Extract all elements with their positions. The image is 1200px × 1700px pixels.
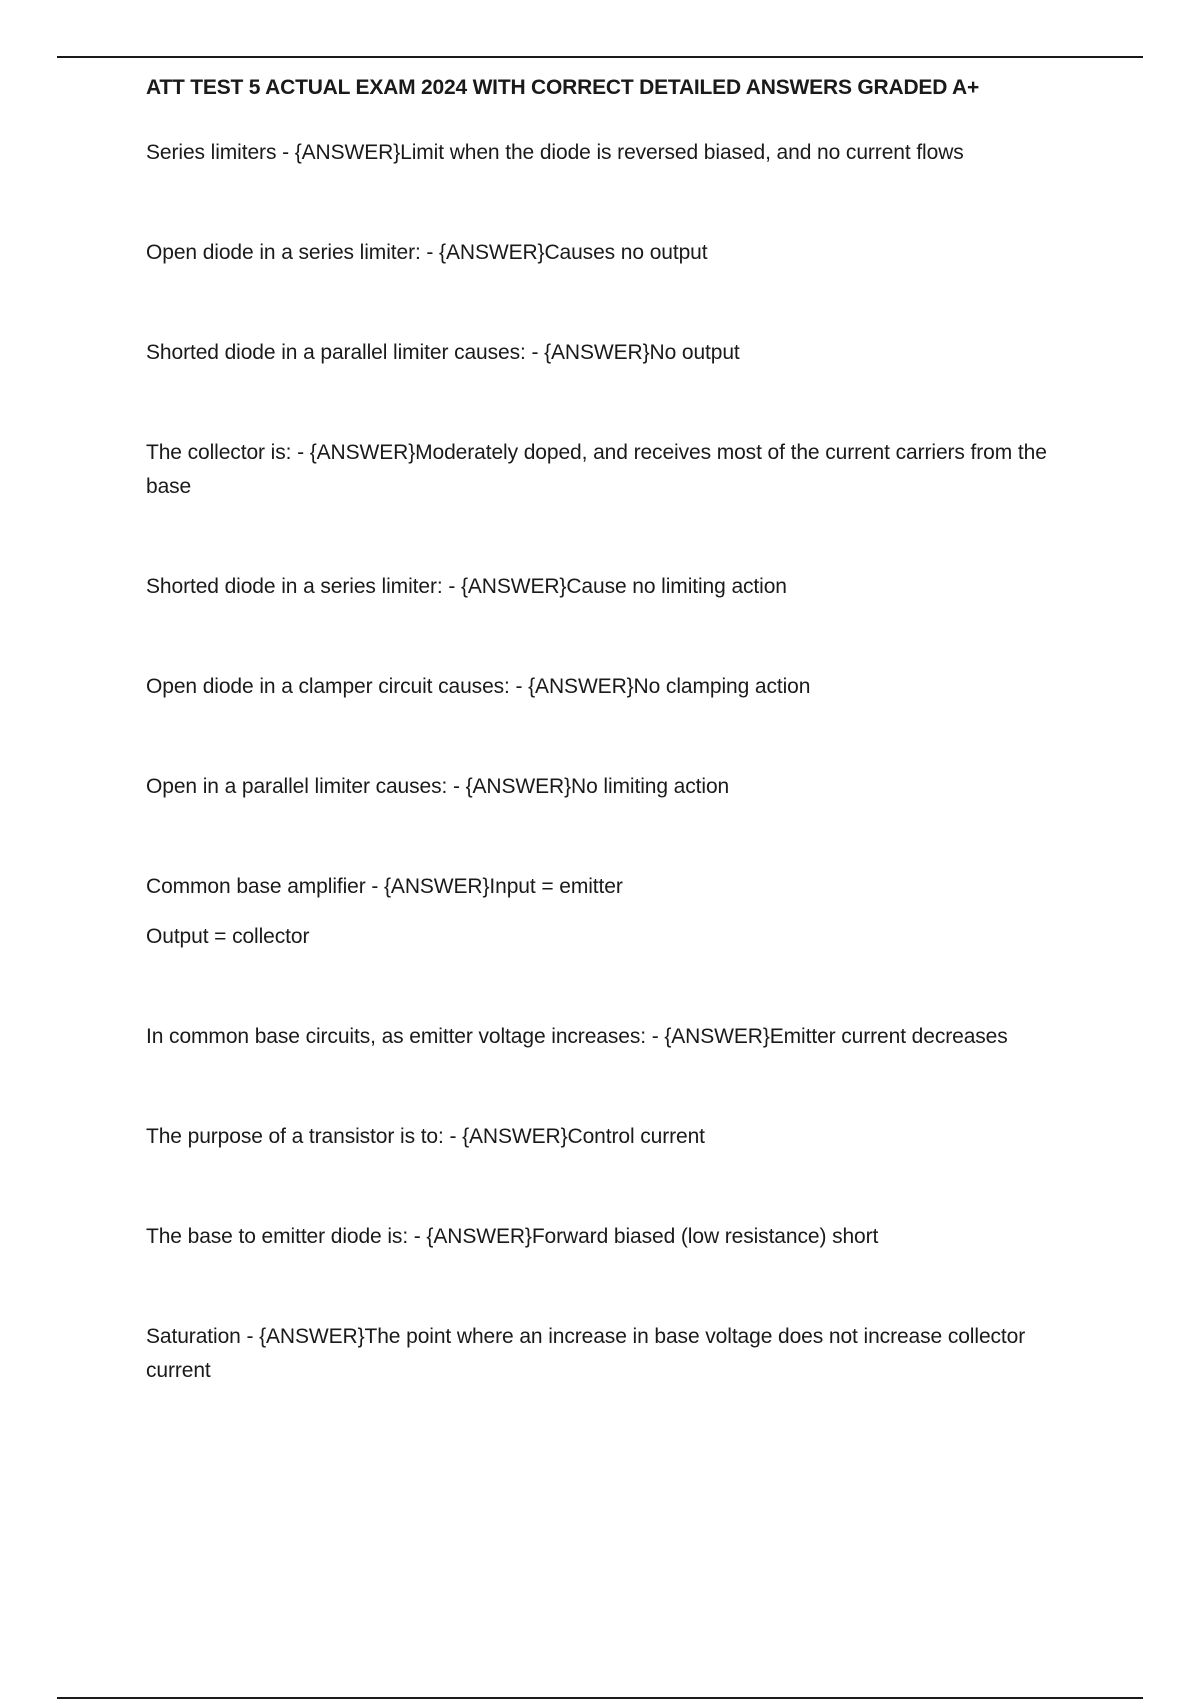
qa-item	[146, 770, 1086, 804]
bottom-divider	[57, 1697, 1143, 1699]
qa-item	[146, 570, 1086, 604]
qa-item	[146, 136, 1086, 170]
qa-item	[146, 436, 1086, 504]
qa-item	[146, 236, 1086, 270]
top-divider	[57, 56, 1143, 58]
qa-text: Common base amplifier - {ANSWER}Input = emitter	[146, 875, 623, 898]
qa-item	[146, 1020, 1086, 1054]
qa-text: Open in a parallel limiter causes: - {ANSWER}No limiting action	[146, 775, 730, 798]
qa-text: The base to emitter diode is: - {ANSWER}Forward biased (low resistance) short	[146, 1225, 879, 1248]
qa-extra-line: Output = collector	[146, 925, 310, 948]
document-title: ATT TEST 5 ACTUAL EXAM 2024 WITH CORRECT DETAILED ANSWERS GRADED A+	[146, 76, 980, 99]
qa-text: Series limiters - {ANSWER}Limit when the diode is reversed biased, and no current flows	[146, 141, 964, 164]
qa-text: In common base circuits, as emitter voltage increases: - {ANSWER}Emitter current decreases	[146, 1025, 1008, 1048]
qa-text: Open diode in a clamper circuit causes: - {ANSWER}No clamping action	[146, 675, 811, 698]
qa-text: The collector is: - {ANSWER}Moderately doped, and receives most of the current carriers from the base	[146, 441, 1047, 498]
qa-text: Shorted diode in a parallel limiter causes: - {ANSWER}No output	[146, 341, 740, 364]
qa-text: Saturation - {ANSWER}The point where an increase in base voltage does not increase collector current	[146, 1325, 1026, 1382]
qa-item	[146, 670, 1086, 704]
qa-item	[146, 336, 1086, 370]
qa-item	[146, 870, 1086, 954]
qa-text: The purpose of a transistor is to: - {ANSWER}Control current	[146, 1125, 705, 1148]
qa-text: Open diode in a series limiter: - {ANSWER}Causes no output	[146, 241, 708, 264]
qa-item	[146, 1120, 1086, 1154]
qa-item	[146, 1320, 1086, 1388]
document-body	[146, 74, 1086, 1454]
qa-item	[146, 1220, 1086, 1254]
qa-text: Shorted diode in a series limiter: - {ANSWER}Cause no limiting action	[146, 575, 787, 598]
